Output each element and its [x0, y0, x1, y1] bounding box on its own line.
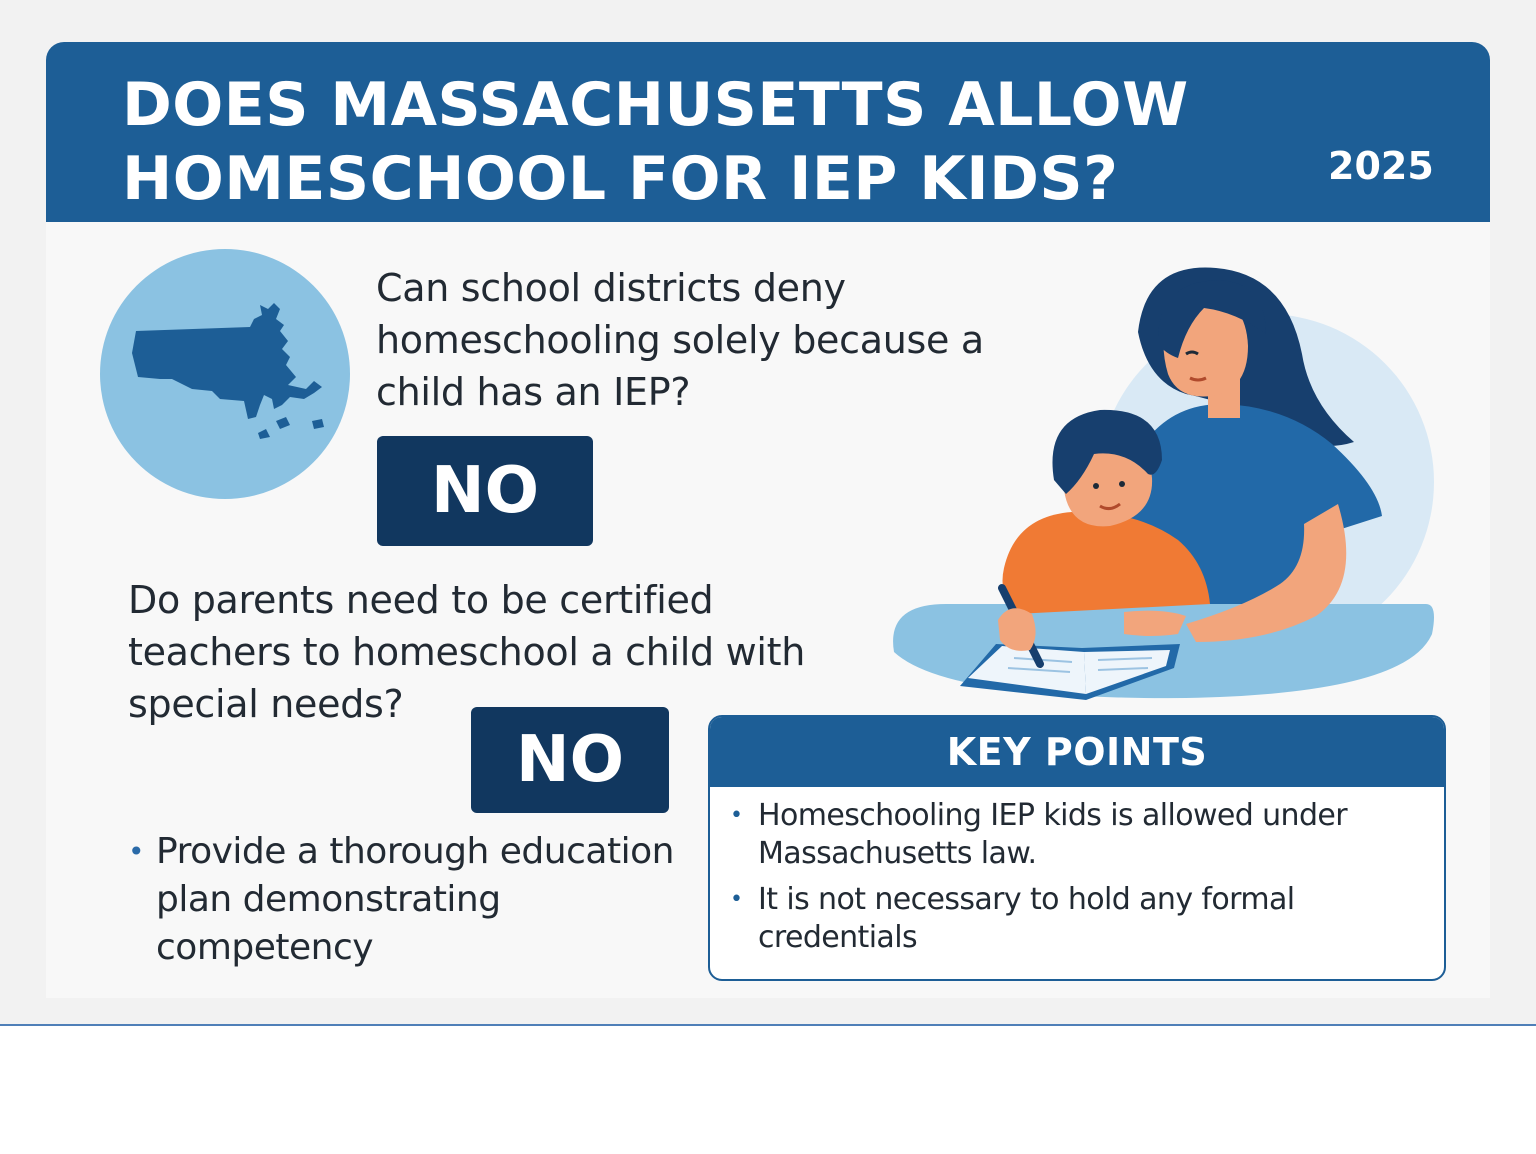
title-line-1: DOES MASSACHUSETTS ALLOW	[122, 70, 1189, 140]
key-points-list	[710, 787, 1444, 957]
question-parents-certified: Do parents need to be certified teachers to homeschool a child with special needs?	[128, 578, 806, 726]
year-label: 2025	[1328, 144, 1434, 188]
infographic-card	[46, 42, 1490, 998]
list-item	[710, 797, 1444, 873]
bottom-divider	[0, 1024, 1536, 1026]
key-points-box	[708, 715, 1446, 981]
answer-badge-2: NO	[471, 707, 669, 813]
requirements-list	[126, 828, 706, 972]
answer-badge-1: NO	[377, 436, 593, 546]
key-point-text: Homeschooling IEP kids is allowed under Massachusetts law.	[758, 798, 1347, 871]
key-point-text: It is not necessary to hold any formal credentials	[758, 882, 1295, 955]
bullet-dot-icon: •	[730, 803, 743, 828]
list-item	[710, 881, 1444, 957]
bullet-dot-icon: •	[128, 835, 145, 868]
map-shape	[100, 249, 350, 499]
title-line-2: HOMESCHOOL FOR IEP KIDS?	[122, 144, 1119, 214]
page-title	[122, 68, 1189, 216]
list-item-text: Provide a thorough education plan demonstrating competency	[156, 831, 674, 968]
list-item	[126, 828, 706, 972]
illustration-svg	[886, 254, 1446, 702]
header-banner	[46, 42, 1490, 222]
parent-child-reading-illustration	[886, 254, 1446, 702]
question-districts-deny: Can school districts deny homeschooling solely because a child has an IEP?	[376, 266, 984, 414]
massachusetts-map-icon	[100, 249, 350, 499]
key-points-title: KEY POINTS	[710, 717, 1444, 787]
bullet-dot-icon: •	[730, 887, 743, 912]
